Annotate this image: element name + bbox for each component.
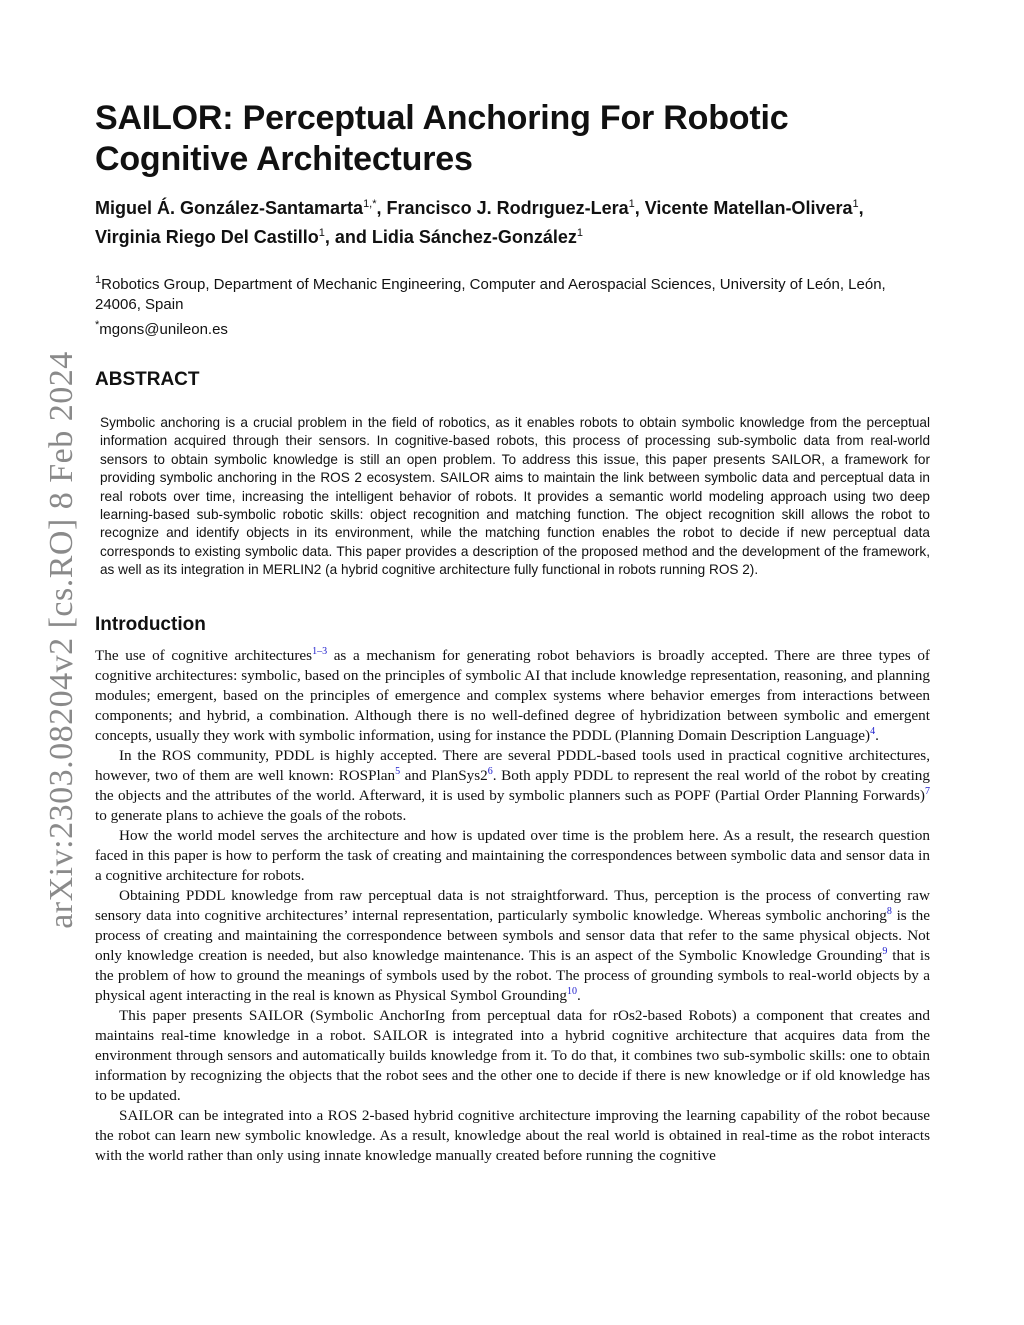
author-list	[95, 192, 930, 250]
author-name: Miguel Á. González-Santamarta	[95, 198, 364, 218]
author-name: , Virginia Riego Del Castillo	[95, 198, 864, 247]
paragraph	[95, 746, 930, 826]
author-affiliation-mark: 1	[576, 227, 584, 239]
paper-page	[95, 98, 930, 1166]
author-name: , Vicente Matellan-Olivera	[634, 198, 853, 218]
citation-link[interactable]: 9	[882, 945, 888, 957]
paragraph-text: Obtaining PDDL knowledge from raw perceptual data is not straightforward. Thus, perception is the process of converting raw sensory data into cognitive architectures’ internal representation, particularly symbolic knowledge. Whereas symbolic anchoring	[95, 886, 930, 924]
arxiv-stamp: arXiv:2303.08204v2 [cs.RO] 8 Feb 2024	[43, 351, 80, 929]
corresponding-email: mgons@unileon.es	[99, 321, 228, 338]
citation-link[interactable]: 10	[567, 985, 577, 997]
author-affiliation-mark: 1	[318, 227, 325, 239]
abstract-text: Symbolic anchoring is a crucial problem in the field of robotics, as it enables robots to obtain symbolic knowledge from the perceptual information acquired through their sensors. In cognitive-based robots, this process of processing sub-symbolic data from real-world sensors to obtain symbolic knowledge is still an open problem. To address this issue, this paper presents SAILOR, a framework for providing symbolic anchoring in the ROS 2 ecosystem. SAILOR aims to maintain the link between symbolic data and perceptual data in real robots over time, increasing the intelligent behavior of robots. It provides a semantic world modeling approach using two deep learning-based sub-symbolic robotic skills: object recognition and matching function. The object recognition skill allows the robot to recognize and identify objects in its environment, while the matching function enables the robot to decide if new perceptual data corresponds to existing symbolic data. This paper provides a description of the proposed method and the development of the framework, as well as its integration in MERLIN2 (a hybrid cognitive architecture fully functional in robots running ROS 2).	[100, 415, 930, 578]
introduction-body	[95, 646, 930, 1166]
email-mark: *	[95, 319, 100, 331]
paragraph-text: .	[875, 726, 879, 744]
paragraph: SAILOR can be integrated into a ROS 2-based hybrid cognitive architecture improving the learning capability of the robot because the robot can learn new symbolic knowledge. As a result, knowledge about the real world is obtained in real-time as the robot interacts with the world rather than only using innate knowledge manually created before running the cognitive	[95, 1106, 930, 1164]
paper-title: SAILOR: Perceptual Anchoring For Robotic Cognitive Architectures	[95, 99, 789, 178]
paragraph	[95, 646, 930, 746]
paragraph-text: that is the problem of how to ground the meanings of symbols used by the robot. The process of grounding symbols to real-world objects by a physical agent interacting in the real is known as Physical Symbol Grounding	[95, 946, 930, 1004]
introduction-heading: Introduction	[95, 613, 206, 635]
paragraph-text: .	[577, 986, 581, 1004]
author-affiliation-mark: 1,*	[363, 198, 377, 210]
citation-link[interactable]: 8	[886, 905, 892, 917]
affiliation-text: Robotics Group, Department of Mechanic Engineering, Computer and Aerospacial Sciences, University of León, León, 24006, Spain	[95, 276, 886, 313]
paragraph-text: is the process of creating and maintaining the correspondence between symbols and sensor data that refer to the same physical objects. Not only knowledge creation is needed, but also knowledge maintenance. This is an aspect of the Symbolic Knowledge Grounding	[95, 906, 930, 964]
affiliation-mark: 1	[95, 274, 102, 286]
paragraph-text: In the ROS community, PDDL is highly accepted. There are several PDDL-based tools used in practical cognitive architectures, however, two of them are well known: ROSPlan	[95, 746, 930, 784]
paragraph-text: and PlanSys2	[400, 766, 488, 784]
paragraph: This paper presents SAILOR (Symbolic AnchorIng from perceptual data for rOs2-based Robots) a component that creates and maintains real-time knowledge in a robot. SAILOR is integrated into a hybrid cognitive architecture that acquires data from the environment through sensors and automatically builds knowledge from it. To do that, it combines two sub-symbolic skills: one to obtain information by recognizing the objects that the robot sees and the other one to decide if there is new knowledge or if old knowledge has to be updated.	[95, 1006, 930, 1104]
author-name: , Francisco J. Rodrıguez-Lera	[376, 198, 629, 218]
paragraph	[95, 886, 930, 1006]
abstract-heading: ABSTRACT	[95, 369, 200, 390]
paragraph-text: to generate plans to achieve the goals of the robots.	[95, 806, 407, 824]
affiliations	[95, 270, 930, 340]
author-name: , and Lidia Sánchez-González	[324, 227, 577, 247]
paragraph-text: as a mechanism for generating robot behaviors is broadly accepted. There are three types of cognitive architectures: symbolic, based on the principles of symbolic AI that include knowledge representation, reasoning, and planning modules; emergent, based on the principles of emergence and complex systems where behavior emerges from interactions between components; and hybrid, a combination. Although there is no well-defined degree of hybridization between symbolic and emergent concepts, usually they work with symbolic information, using for instance the PDDL (Planning Domain Description Language)	[95, 646, 930, 744]
citation-link[interactable]: 7	[925, 785, 930, 797]
citation-link[interactable]: 6	[487, 765, 493, 777]
citation-link[interactable]: 1–3	[312, 645, 328, 657]
citation-link[interactable]: 4	[870, 725, 876, 737]
citation-link[interactable]: 5	[395, 765, 401, 777]
paragraph-text: The use of cognitive architectures	[95, 646, 313, 664]
paragraph: How the world model serves the architecture and how is updated over time is the problem here. As a result, the research question faced in this paper is how to perform the task of creating and maintaining the correspondences between symbolic data and sensor data in a cognitive architecture for robots.	[95, 826, 930, 884]
author-affiliation-mark: 1	[852, 198, 859, 210]
paragraph-text: . Both apply PDDL to represent the real world of the robot by creating the objects and the attributes of the world. Afterward, it is used by symbolic planners such as POPF (Partial Order Planning Forwards)	[95, 766, 930, 804]
author-affiliation-mark: 1	[628, 198, 635, 210]
